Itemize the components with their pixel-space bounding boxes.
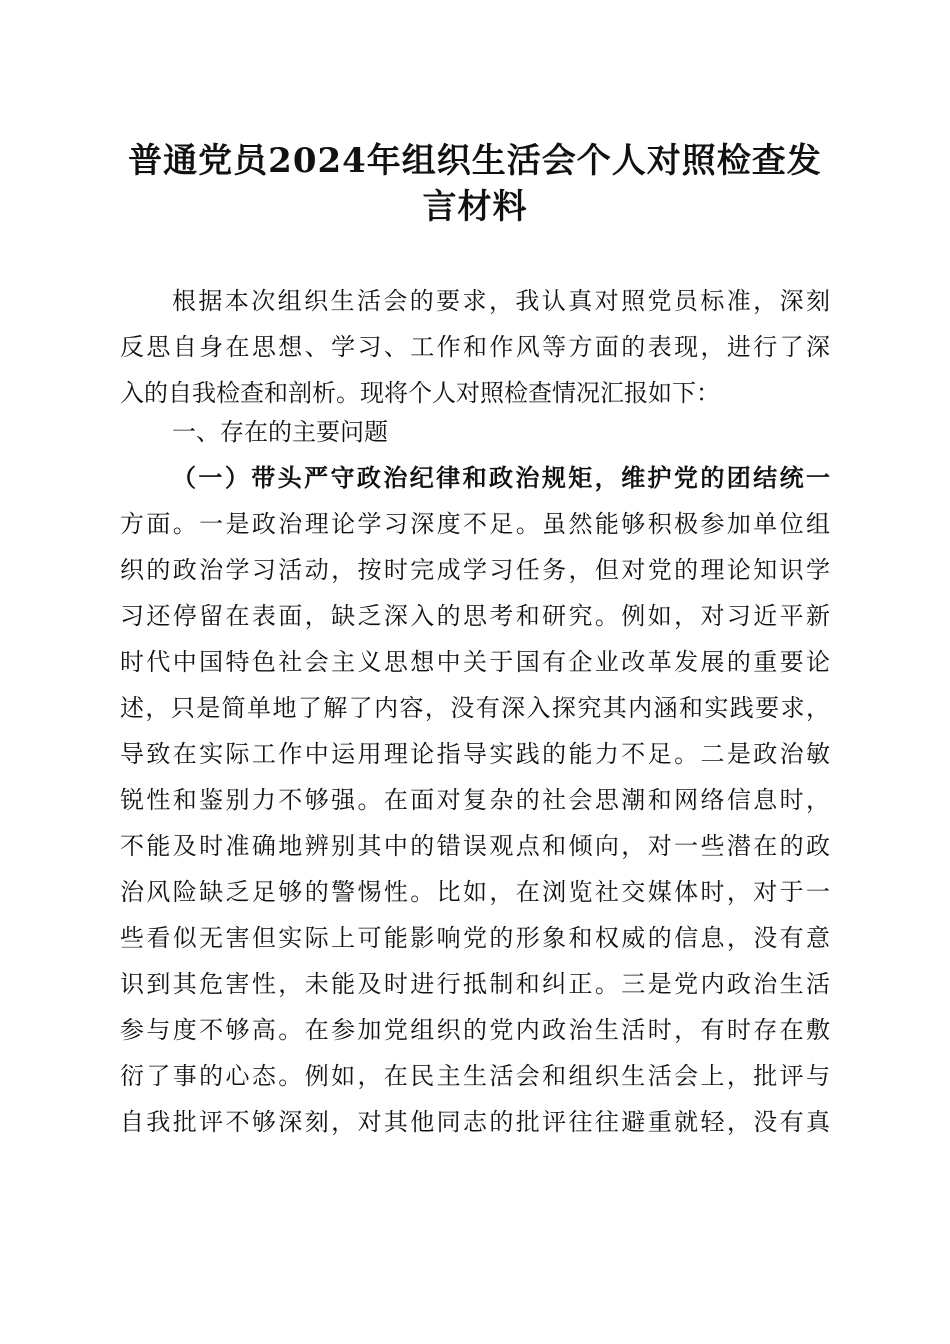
body-line: 自我批评不够深刻，对其他同志的批评往往避重就轻，没有真 bbox=[120, 1108, 830, 1136]
body-line: 锐性和鉴别力不够强。在面对复杂的社会思潮和网络信息时， bbox=[120, 786, 830, 814]
body-line: 些看似无害但实际上可能影响党的形象和权威的信息，没有意 bbox=[120, 924, 830, 952]
body-line: 习还停留在表面，缺乏深入的思考和研究。例如，对习近平新 bbox=[120, 602, 830, 630]
body-line: 时代中国特色社会主义思想中关于国有企业改革发展的重要论 bbox=[120, 648, 830, 676]
intro-line: 入的自我检查和剖析。现将个人对照检查情况汇报如下： bbox=[120, 379, 720, 407]
intro-line: 根据本次组织生活会的要求，我认真对照党员标准，深刻 bbox=[172, 287, 830, 315]
body-line: 识到其危害性，未能及时进行抵制和纠正。三是党内政治生活 bbox=[120, 970, 830, 998]
body-line: 治风险缺乏足够的警惕性。比如，在浏览社交媒体时，对于一 bbox=[120, 878, 830, 906]
body-line: 参与度不够高。在参加党组织的党内政治生活时，有时存在敷 bbox=[120, 1016, 830, 1044]
body-line: 衍了事的心态。例如，在民主生活会和组织生活会上，批评与 bbox=[120, 1062, 830, 1090]
subsection-heading: （一）带头严守政治纪律和政治规矩，维护党的团结统一 bbox=[172, 463, 830, 492]
body-line: 不能及时准确地辨别其中的错误观点和倾向，对一些潜在的政 bbox=[120, 832, 830, 860]
body-line: 织的政治学习活动，按时完成学习任务，但对党的理论知识学 bbox=[120, 556, 830, 584]
body-line: 导致在实际工作中运用理论指导实践的能力不足。二是政治敏 bbox=[120, 740, 830, 768]
intro-line: 反思自身在思想、学习、工作和作风等方面的表现，进行了深 bbox=[120, 333, 830, 361]
body-line: 方面。一是政治理论学习深度不足。虽然能够积极参加单位组 bbox=[120, 510, 830, 538]
section-heading: 一、存在的主要问题 bbox=[172, 418, 388, 446]
body-line: 述，只是简单地了解了内容，没有深入探究其内涵和实践要求， bbox=[120, 694, 830, 722]
document-title: 普通党员2024年组织生活会个人对照检查发言材料 bbox=[128, 141, 822, 227]
